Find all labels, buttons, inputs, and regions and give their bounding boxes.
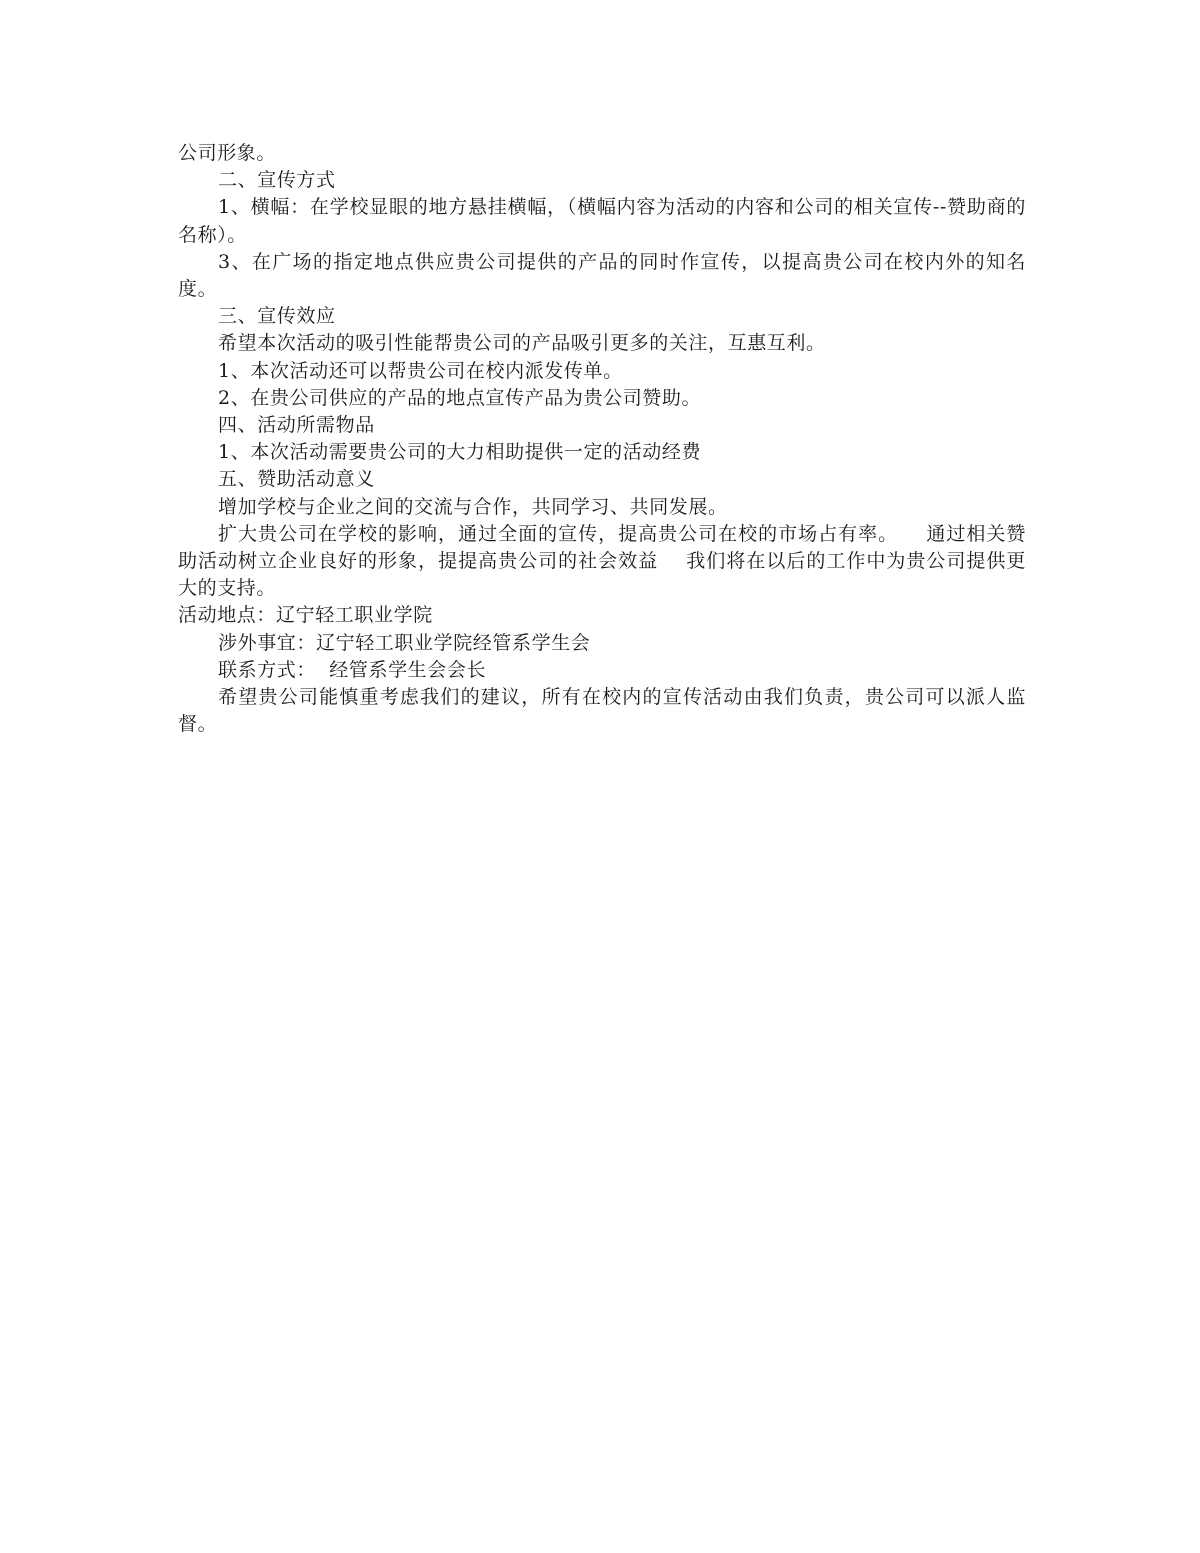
paragraph-company-image: 公司形象。 [178,142,277,164]
paragraph-closing: 希望贵公司能慎重考虑我们的建议，所有在校内的宣传活动由我们负责，贵公司可以派人监督。 [178,686,1026,736]
paragraph-banner: 1、横幅：在学校显眼的地方悬挂横幅，（横幅内容为活动的内容和公司的相关宣传--赞助商的名称）。 [178,196,1026,246]
paragraph-product-promotion: 2、在贵公司供应的产品的地点宣传产品为贵公司赞助。 [218,386,702,409]
heading-required-items: 四、活动所需物品 [218,414,375,437]
paragraph-cooperation: 增加学校与企业之间的交流与合作，共同学习、共同发展。 [218,495,728,518]
document-body [178,140,1026,738]
paragraph-contact: 联系方式： 经管系学生会会长 [218,658,487,681]
paragraph-venue: 活动地点：辽宁轻工职业学院 [178,604,433,627]
paragraph-flyers: 1、本次活动还可以帮贵公司在校内派发传单。 [218,359,623,382]
heading-sponsorship-significance: 五、赞助活动意义 [218,468,375,491]
heading-publicity-methods: 二、宣传方式 [218,169,336,192]
paragraph-funding: 1、本次活动需要贵公司的大力相助提供一定的活动经费 [218,441,702,464]
paragraph-external-affairs: 涉外事宜：辽宁轻工职业学院经管系学生会 [218,631,591,654]
paragraph-influence: 扩大贵公司在学校的影响，通过全面的宣传，提高贵公司在校的市场占有率。 通过相关赞助活动树立企业良好的形象，提提高贵公司的社会效益 我们将在以后的工作中为贵公司提供更大的支持。 [178,522,1026,600]
paragraph-hope-attention: 希望本次活动的吸引性能帮贵公司的产品吸引更多的关注，互惠互利。 [218,332,826,355]
heading-publicity-effect: 三、宣传效应 [218,305,336,328]
paragraph-plaza-promotion: 3、在广场的指定地点供应贵公司提供的产品的同时作宣传，以提高贵公司在校内外的知名度。 [178,250,1026,301]
